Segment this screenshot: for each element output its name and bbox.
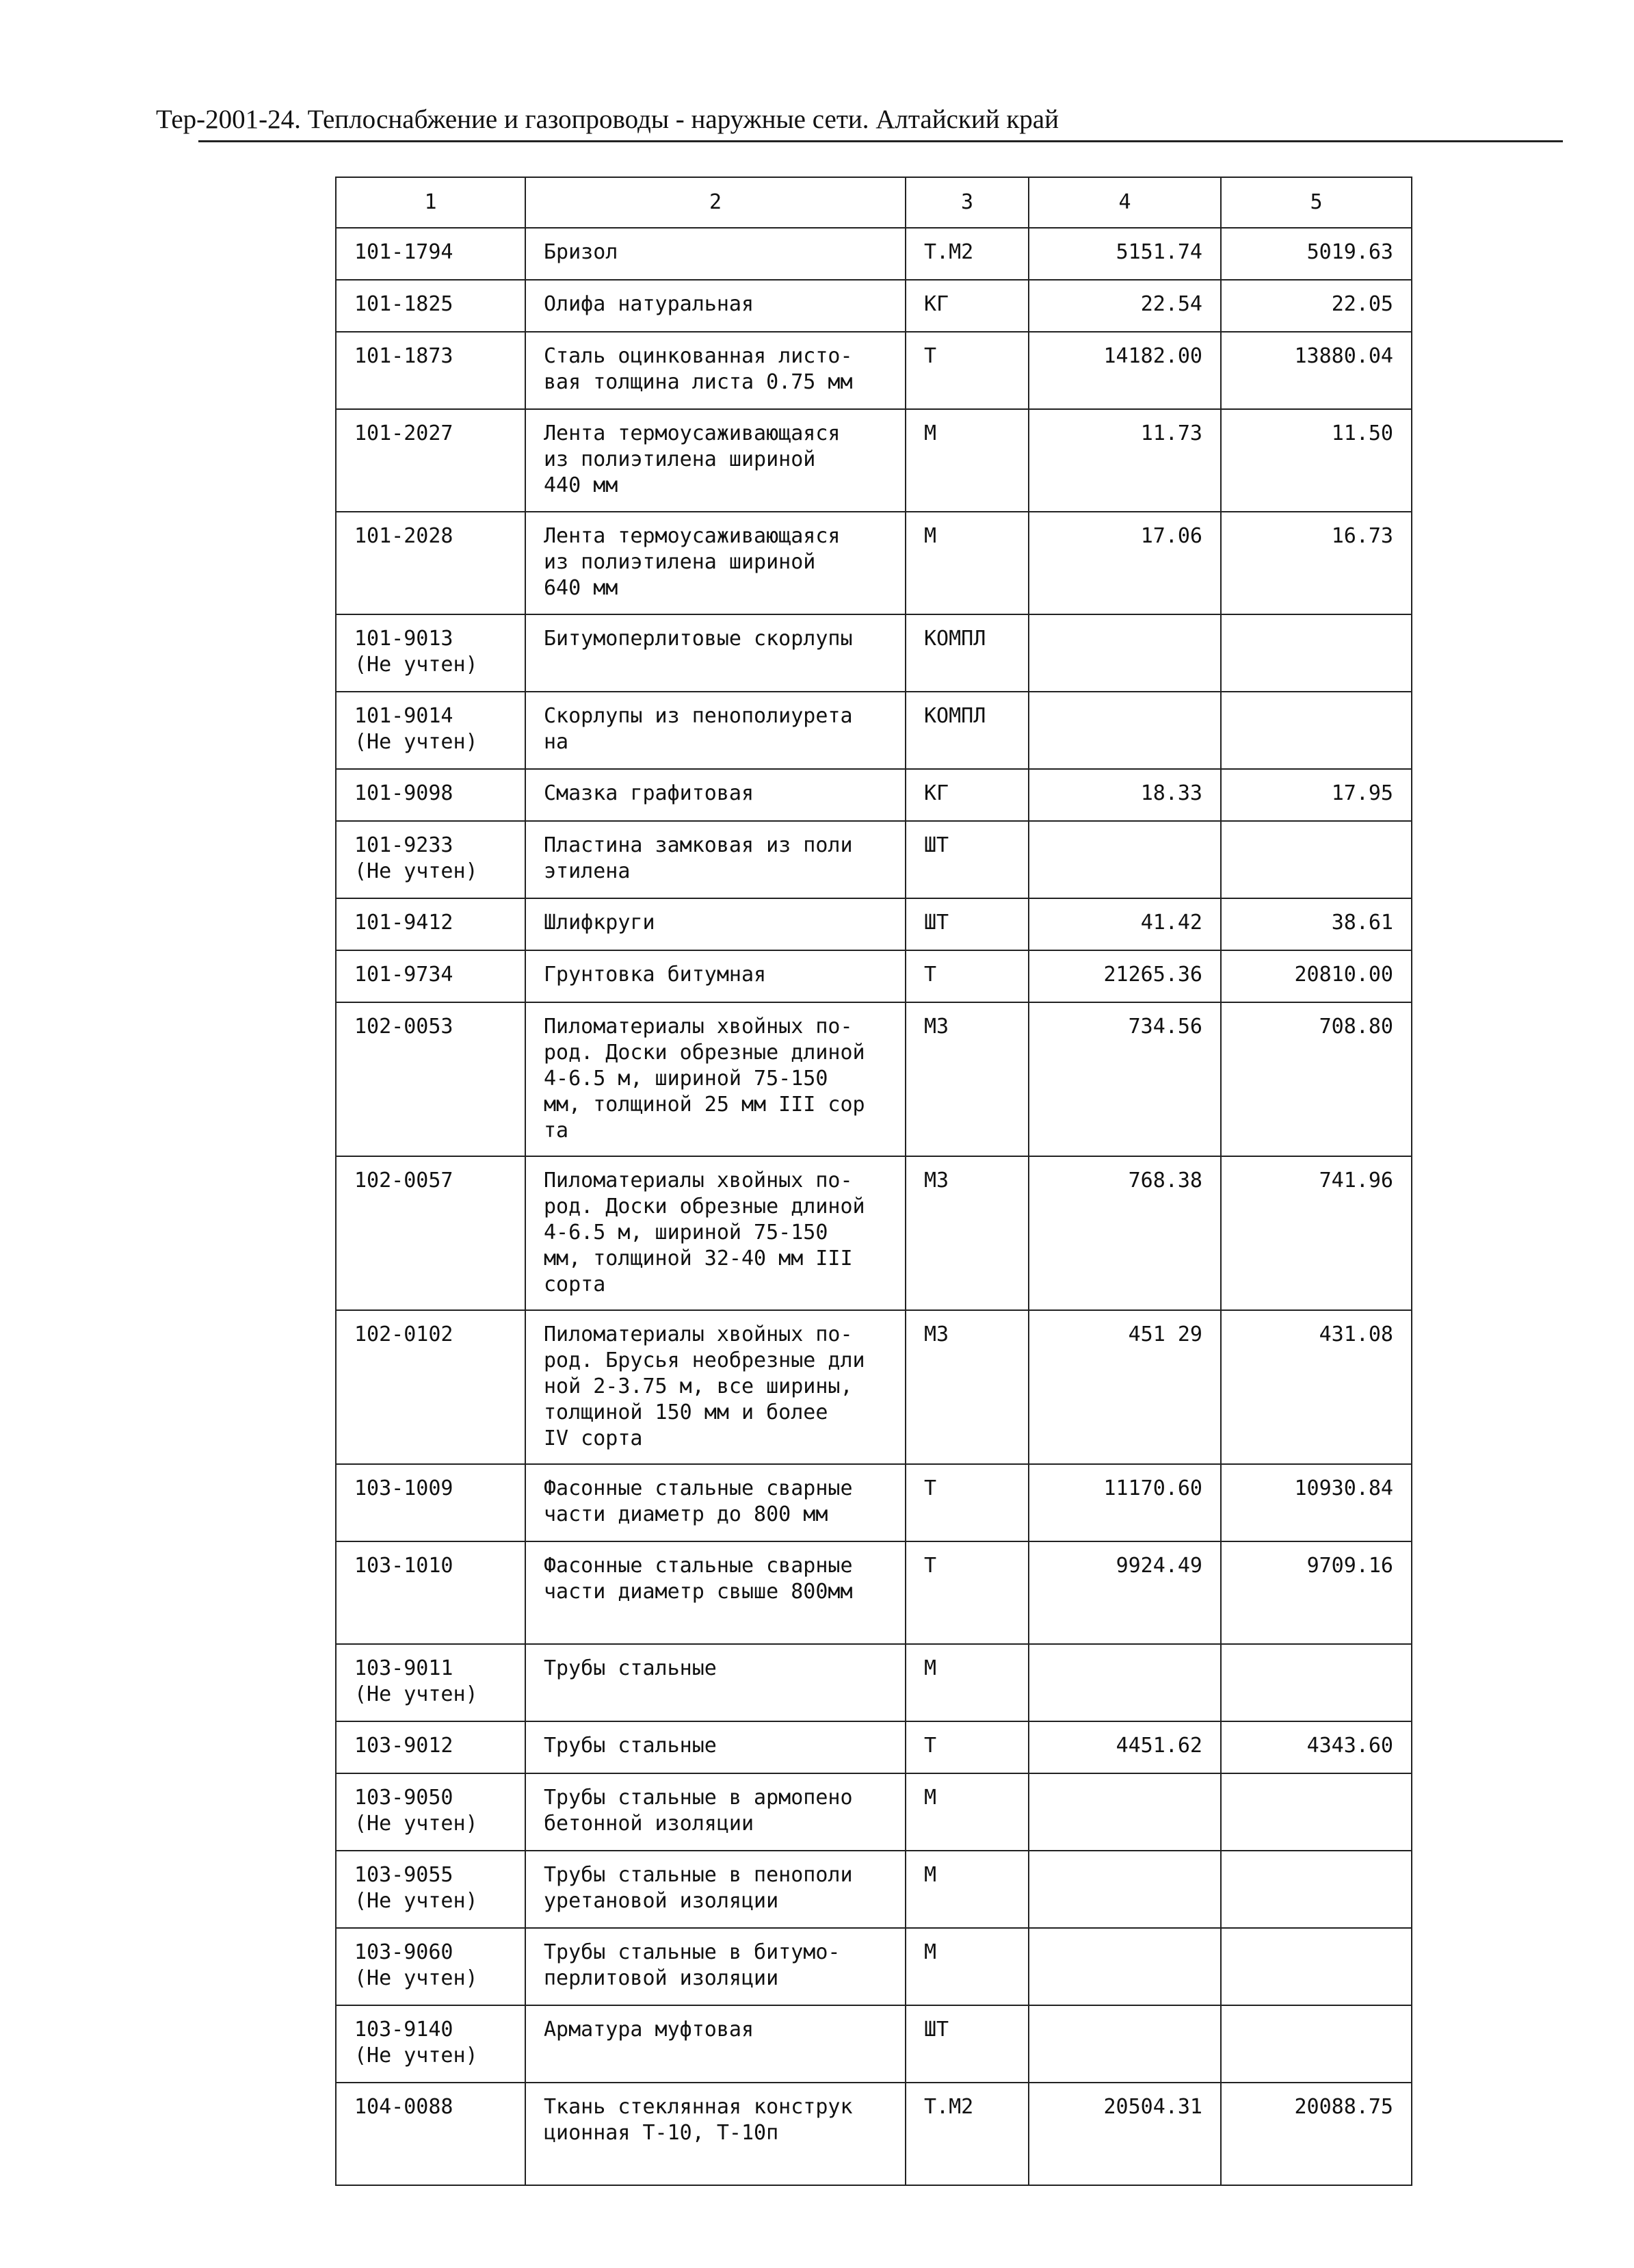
cell-name: Ткань стеклянная конструк ционная Т-10, Т-10п bbox=[525, 2083, 906, 2185]
table-row bbox=[336, 1851, 1412, 1928]
table-row bbox=[336, 769, 1412, 821]
cell-code: 101-1794 bbox=[336, 228, 525, 280]
page-header: Тер-2001-24. Теплоснабжение и газопроводы - наружные сети. Алтайский край bbox=[156, 105, 1059, 134]
table-row bbox=[336, 409, 1412, 512]
table-row bbox=[336, 1002, 1412, 1156]
cell-value-5 bbox=[1221, 692, 1412, 769]
cell-name: Скорлупы из пенополиурета на bbox=[525, 692, 906, 769]
cell-code: 101-1825 bbox=[336, 280, 525, 332]
cell-value-4 bbox=[1029, 1928, 1221, 2005]
cell-value-5 bbox=[1221, 1928, 1412, 2005]
cell-unit: КГ bbox=[906, 280, 1029, 332]
cell-value-5: 741.96 bbox=[1221, 1156, 1412, 1310]
column-header: 1 bbox=[336, 177, 525, 228]
cell-name: Трубы стальные в битумо- перлитовой изоляции bbox=[525, 1928, 906, 2005]
column-header: 2 bbox=[525, 177, 906, 228]
cell-value-4: 41.42 bbox=[1029, 898, 1221, 950]
table-row bbox=[336, 821, 1412, 898]
cell-name: Смазка графитовая bbox=[525, 769, 906, 821]
column-header: 5 bbox=[1221, 177, 1412, 228]
cell-code: 101-9014 (Не учтен) bbox=[336, 692, 525, 769]
table-row bbox=[336, 2083, 1412, 2185]
cell-value-4: 451 29 bbox=[1029, 1310, 1221, 1464]
cell-code: 103-9060 (Не учтен) bbox=[336, 1928, 525, 2005]
cell-value-4: 768.38 bbox=[1029, 1156, 1221, 1310]
cell-code: 102-0057 bbox=[336, 1156, 525, 1310]
table-row bbox=[336, 332, 1412, 409]
cell-value-4: 22.54 bbox=[1029, 280, 1221, 332]
cell-code: 103-9055 (Не учтен) bbox=[336, 1851, 525, 1928]
table-row bbox=[336, 1541, 1412, 1644]
cell-name: Лента термоусаживающаяся из полиэтилена шириной 640 мм bbox=[525, 512, 906, 614]
cell-value-4: 20504.31 bbox=[1029, 2083, 1221, 2185]
cell-value-4 bbox=[1029, 1773, 1221, 1851]
cell-value-4 bbox=[1029, 821, 1221, 898]
cell-value-4 bbox=[1029, 692, 1221, 769]
cell-code: 101-1873 bbox=[336, 332, 525, 409]
cell-unit: Т bbox=[906, 1721, 1029, 1773]
cell-code: 101-9412 bbox=[336, 898, 525, 950]
cell-value-4 bbox=[1029, 614, 1221, 692]
table-row bbox=[336, 1644, 1412, 1721]
cell-code: 102-0053 bbox=[336, 1002, 525, 1156]
cell-value-4: 18.33 bbox=[1029, 769, 1221, 821]
cell-name: Пиломатериалы хвойных по- род. Брусья необрезные дли ной 2-3.75 м, все ширины, толщиной 150 мм и более IV сорта bbox=[525, 1310, 906, 1464]
cell-value-5: 431.08 bbox=[1221, 1310, 1412, 1464]
cell-value-4 bbox=[1029, 1644, 1221, 1721]
table-row bbox=[336, 1773, 1412, 1851]
cell-value-4: 734.56 bbox=[1029, 1002, 1221, 1156]
cell-name: Трубы стальные в пенополи уретановой изоляции bbox=[525, 1851, 906, 1928]
cell-unit: М3 bbox=[906, 1002, 1029, 1156]
cell-value-5 bbox=[1221, 2005, 1412, 2083]
cell-value-4: 21265.36 bbox=[1029, 950, 1221, 1002]
cell-name: Бризол bbox=[525, 228, 906, 280]
cell-unit: М bbox=[906, 1773, 1029, 1851]
cell-code: 101-9233 (Не учтен) bbox=[336, 821, 525, 898]
cell-value-5 bbox=[1221, 821, 1412, 898]
cell-unit: М bbox=[906, 1851, 1029, 1928]
cell-value-5: 20810.00 bbox=[1221, 950, 1412, 1002]
cell-value-4 bbox=[1029, 1851, 1221, 1928]
table-row bbox=[336, 898, 1412, 950]
cell-code: 101-2028 bbox=[336, 512, 525, 614]
header-rule bbox=[198, 140, 1563, 142]
cell-name: Шлифкруги bbox=[525, 898, 906, 950]
cell-value-4: 5151.74 bbox=[1029, 228, 1221, 280]
cell-value-4: 9924.49 bbox=[1029, 1541, 1221, 1644]
cell-value-5: 10930.84 bbox=[1221, 1464, 1412, 1541]
cell-value-5: 38.61 bbox=[1221, 898, 1412, 950]
cell-code: 101-9734 bbox=[336, 950, 525, 1002]
column-header: 3 bbox=[906, 177, 1029, 228]
cell-name: Олифа натуральная bbox=[525, 280, 906, 332]
cell-unit: Т bbox=[906, 950, 1029, 1002]
cell-name: Трубы стальные в армопено бетонной изоляции bbox=[525, 1773, 906, 1851]
table-row bbox=[336, 1464, 1412, 1541]
cell-name: Арматура муфтовая bbox=[525, 2005, 906, 2083]
table-row bbox=[336, 280, 1412, 332]
cell-value-5: 16.73 bbox=[1221, 512, 1412, 614]
cell-unit: Т.М2 bbox=[906, 228, 1029, 280]
cell-name: Сталь оцинкованная листо- вая толщина листа 0.75 мм bbox=[525, 332, 906, 409]
cell-name: Лента термоусаживающаяся из полиэтилена шириной 440 мм bbox=[525, 409, 906, 512]
cell-unit: ШТ bbox=[906, 821, 1029, 898]
cell-value-4: 14182.00 bbox=[1029, 332, 1221, 409]
cell-code: 103-9012 bbox=[336, 1721, 525, 1773]
materials-table bbox=[335, 177, 1412, 2186]
cell-name: Фасонные стальные сварные части диаметр до 800 мм bbox=[525, 1464, 906, 1541]
cell-code: 103-1009 bbox=[336, 1464, 525, 1541]
cell-unit: М3 bbox=[906, 1310, 1029, 1464]
cell-name: Трубы стальные bbox=[525, 1721, 906, 1773]
table-row bbox=[336, 512, 1412, 614]
cell-value-5: 20088.75 bbox=[1221, 2083, 1412, 2185]
cell-unit: М bbox=[906, 512, 1029, 614]
cell-name: Грунтовка битумная bbox=[525, 950, 906, 1002]
cell-unit: Т bbox=[906, 1541, 1029, 1644]
cell-unit: ШТ bbox=[906, 898, 1029, 950]
table-row bbox=[336, 1928, 1412, 2005]
cell-value-4: 11170.60 bbox=[1029, 1464, 1221, 1541]
cell-value-5: 9709.16 bbox=[1221, 1541, 1412, 1644]
table-row bbox=[336, 1156, 1412, 1310]
cell-code: 103-9140 (Не учтен) bbox=[336, 2005, 525, 2083]
cell-value-5 bbox=[1221, 614, 1412, 692]
cell-unit: КГ bbox=[906, 769, 1029, 821]
cell-code: 102-0102 bbox=[336, 1310, 525, 1464]
table-row bbox=[336, 692, 1412, 769]
column-header: 4 bbox=[1029, 177, 1221, 228]
cell-value-5: 13880.04 bbox=[1221, 332, 1412, 409]
cell-code: 104-0088 bbox=[336, 2083, 525, 2185]
cell-name: Фасонные стальные сварные части диаметр свыше 800мм bbox=[525, 1541, 906, 1644]
cell-unit: КОМПЛ bbox=[906, 692, 1029, 769]
cell-value-5: 5019.63 bbox=[1221, 228, 1412, 280]
cell-unit: Т bbox=[906, 332, 1029, 409]
cell-value-4 bbox=[1029, 2005, 1221, 2083]
table-row bbox=[336, 2005, 1412, 2083]
cell-unit: М bbox=[906, 1928, 1029, 2005]
table-row bbox=[336, 1721, 1412, 1773]
cell-value-5: 11.50 bbox=[1221, 409, 1412, 512]
cell-name: Пиломатериалы хвойных по- род. Доски обрезные длиной 4-6.5 м, шириной 75-150 мм, толщиной 32-40 мм III сорта bbox=[525, 1156, 906, 1310]
table-row bbox=[336, 614, 1412, 692]
cell-value-5: 4343.60 bbox=[1221, 1721, 1412, 1773]
cell-value-5 bbox=[1221, 1773, 1412, 1851]
table-row bbox=[336, 950, 1412, 1002]
cell-unit: Т bbox=[906, 1464, 1029, 1541]
cell-value-5: 17.95 bbox=[1221, 769, 1412, 821]
cell-value-5: 708.80 bbox=[1221, 1002, 1412, 1156]
cell-value-5 bbox=[1221, 1644, 1412, 1721]
cell-code: 101-2027 bbox=[336, 409, 525, 512]
cell-value-4: 11.73 bbox=[1029, 409, 1221, 512]
cell-value-5: 22.05 bbox=[1221, 280, 1412, 332]
cell-code: 103-9050 (Не учтен) bbox=[336, 1773, 525, 1851]
table-row bbox=[336, 228, 1412, 280]
cell-unit: М bbox=[906, 1644, 1029, 1721]
cell-name: Битумоперлитовые скорлупы bbox=[525, 614, 906, 692]
cell-code: 103-1010 bbox=[336, 1541, 525, 1644]
cell-unit: Т.М2 bbox=[906, 2083, 1029, 2185]
table-header-row bbox=[336, 177, 1412, 228]
cell-value-4: 4451.62 bbox=[1029, 1721, 1221, 1773]
cell-unit: М bbox=[906, 409, 1029, 512]
table-row bbox=[336, 1310, 1412, 1464]
cell-code: 101-9098 bbox=[336, 769, 525, 821]
cell-unit: ШТ bbox=[906, 2005, 1029, 2083]
cell-value-4: 17.06 bbox=[1029, 512, 1221, 614]
cell-name: Пиломатериалы хвойных по- род. Доски обрезные длиной 4-6.5 м, шириной 75-150 мм, толщиной 25 мм III сор та bbox=[525, 1002, 906, 1156]
cell-unit: М3 bbox=[906, 1156, 1029, 1310]
cell-code: 103-9011 (Не учтен) bbox=[336, 1644, 525, 1721]
cell-value-5 bbox=[1221, 1851, 1412, 1928]
cell-name: Пластина замковая из поли этилена bbox=[525, 821, 906, 898]
cell-name: Трубы стальные bbox=[525, 1644, 906, 1721]
cell-unit: КОМПЛ bbox=[906, 614, 1029, 692]
cell-code: 101-9013 (Не учтен) bbox=[336, 614, 525, 692]
